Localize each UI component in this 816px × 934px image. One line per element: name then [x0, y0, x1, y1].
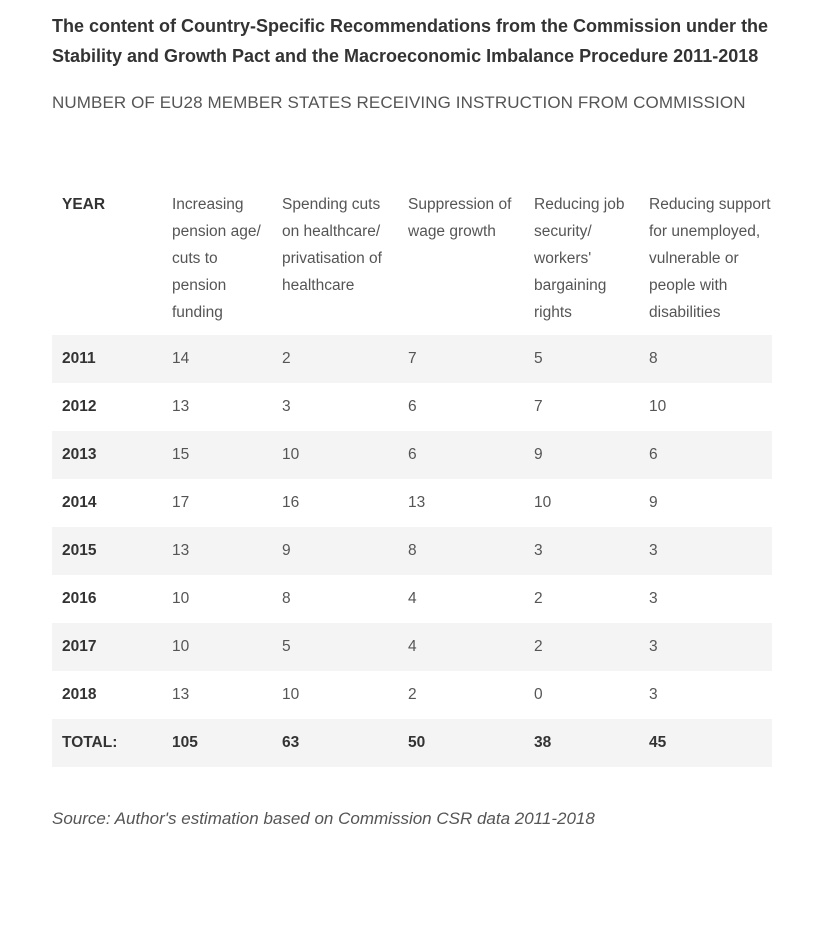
cell-healthcare: 63	[272, 719, 398, 767]
column-header-support: Reducing support for unemployed, vulnerable or people with disabilities	[649, 196, 771, 321]
cell-pension: 14	[162, 335, 272, 383]
cell-wage: 4	[398, 623, 524, 671]
cell-pension: 13	[172, 398, 190, 415]
cell-pension: 15	[162, 431, 272, 479]
cell-pension: 13	[162, 527, 272, 575]
cell-year: 2015	[52, 527, 162, 575]
table-total-row	[52, 719, 772, 767]
cell-job-security: 38	[524, 719, 639, 767]
cell-support: 6	[639, 431, 772, 479]
cell-healthcare: 10	[272, 431, 398, 479]
cell-year: 2017	[52, 623, 162, 671]
table-row	[52, 431, 772, 479]
table-subtitle: NUMBER OF EU28 MEMBER STATES RECEIVING INSTRUCTION FROM COMMISSION	[52, 93, 746, 112]
cell-pension: 105	[162, 719, 272, 767]
cell-support: 3	[639, 623, 772, 671]
column-header-wage: Suppression of wage growth	[408, 196, 512, 240]
cell-support: 10	[649, 398, 667, 415]
cell-job-security: 2	[524, 623, 639, 671]
cell-year: 2014	[62, 494, 97, 511]
cell-year: 2013	[52, 431, 162, 479]
column-header-healthcare: Spending cuts on healthcare/ privatisation of healthcare	[282, 196, 382, 294]
cell-support: 8	[639, 335, 772, 383]
source-note: Source: Author's estimation based on Commission CSR data 2011-2018	[52, 809, 595, 828]
table-row	[52, 335, 772, 383]
table-row	[52, 671, 772, 719]
cell-year: 2011	[52, 335, 162, 383]
cell-support: 9	[649, 494, 658, 511]
cell-wage: 50	[398, 719, 524, 767]
cell-wage: 6	[408, 398, 417, 415]
cell-healthcare: 10	[282, 686, 300, 703]
cell-job-security: 5	[524, 335, 639, 383]
cell-support: 3	[649, 686, 658, 703]
cell-healthcare: 5	[272, 623, 398, 671]
table-row	[52, 527, 772, 575]
cell-job-security: 7	[534, 398, 543, 415]
cell-support: 45	[639, 719, 772, 767]
table-row	[52, 479, 772, 527]
table-row	[52, 383, 772, 431]
cell-job-security: 9	[524, 431, 639, 479]
recommendations-table	[52, 190, 772, 767]
cell-year: 2018	[62, 686, 97, 703]
cell-healthcare: 3	[282, 398, 291, 415]
column-header-pension: Increasing pension age/ cuts to pension funding	[172, 196, 261, 321]
cell-pension: 13	[172, 686, 190, 703]
cell-year: 2012	[62, 398, 97, 415]
column-header-year: YEAR	[62, 196, 106, 213]
cell-healthcare: 2	[272, 335, 398, 383]
cell-wage: 8	[398, 527, 524, 575]
cell-wage: 2	[408, 686, 417, 703]
cell-job-security: 3	[524, 527, 639, 575]
cell-pension: 10	[162, 623, 272, 671]
column-header-job-security: Reducing job security/ workers' bargaining rights	[534, 196, 625, 321]
cell-job-security: 10	[534, 494, 552, 511]
cell-healthcare: 8	[282, 590, 291, 607]
cell-year: TOTAL:	[52, 719, 162, 767]
table-row	[52, 575, 772, 623]
cell-healthcare: 9	[272, 527, 398, 575]
table-body	[52, 335, 772, 767]
table-row	[52, 623, 772, 671]
cell-year: 2016	[62, 590, 97, 607]
cell-support: 3	[649, 590, 658, 607]
cell-support: 3	[639, 527, 772, 575]
cell-wage: 13	[408, 494, 426, 511]
cell-pension: 17	[172, 494, 190, 511]
cell-wage: 6	[398, 431, 524, 479]
cell-wage: 7	[398, 335, 524, 383]
table-header-row	[52, 190, 772, 335]
cell-pension: 10	[172, 590, 190, 607]
page-title: The content of Country-Specific Recommendations from the Commission under the Stability and Growth Pact and the Macroeconomic Imbalance Procedure 2011-2018	[52, 16, 769, 66]
cell-wage: 4	[408, 590, 417, 607]
cell-job-security: 2	[534, 590, 543, 607]
cell-job-security: 0	[534, 686, 543, 703]
cell-healthcare: 16	[282, 494, 300, 511]
